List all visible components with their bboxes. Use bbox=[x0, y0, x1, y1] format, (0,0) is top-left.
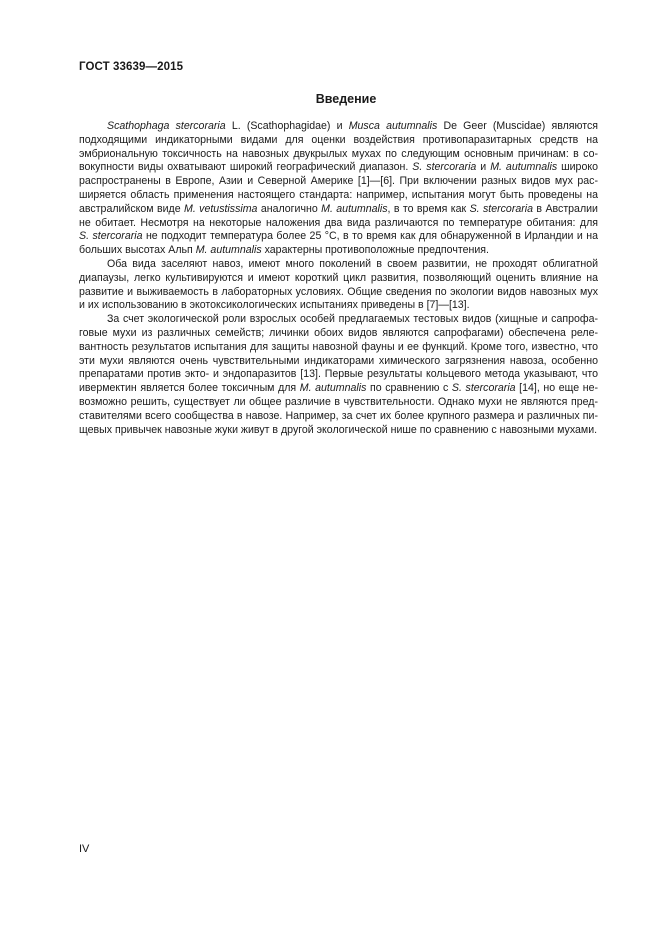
text-line: За счет экологической роли взрослых особей предлагаемых тестовых видов (хищные и сапрофа- bbox=[107, 313, 598, 326]
text-line: подходящими индикаторными видами для оценки воздействия противопаразитарных средств на bbox=[79, 133, 598, 146]
text-line: возможно решить, существует ли общее различие в чувствительности. Однако мухи не являются пред- bbox=[79, 395, 598, 408]
text-line: и их использованию в экотоксикологических испытаниях приведены в [7]—[13]. bbox=[79, 299, 470, 312]
text-line: ставителями всего сообщества в навозе. Например, за счет их более крупного размера и различных пи- bbox=[79, 409, 598, 422]
text-line: говые мухи из различных семейств; личинки обоих видов являются сапрофагами) обеспечена реле- bbox=[79, 326, 598, 339]
text-line: эти мухи являются очень чувствительными индикаторами химического загрязнения навоза, особенно bbox=[79, 354, 598, 367]
text-line: австралийском виде M. vetustissima аналогично M. autumnalis, в то время как S. stercoraria в Австралии bbox=[79, 202, 598, 215]
text-line: не обитает. Несмотря на некоторые наложения два вида различаются по температуре обитания: для bbox=[79, 216, 598, 229]
text-line: Scathophaga stercoraria L. (Scathophagidae) и Musca autumnalis De Geer (Muscidae) являются bbox=[107, 120, 598, 132]
introduction-body bbox=[79, 120, 598, 437]
text-line: вокупности виды охватывают широкий географический диапазон. S. stercoraria и M. autumnalis широко bbox=[79, 161, 598, 174]
text-line: Оба вида заселяют навоз, имеют много поколений в своем развитии, не проходят облигатной bbox=[107, 257, 598, 270]
paragraph bbox=[79, 120, 598, 258]
text-line: вантность результатов испытания для защиты навозной фауны и ее функций. Кроме того, известно, что bbox=[79, 340, 598, 353]
section-title: Введение bbox=[315, 92, 377, 106]
text-line: распространены в Европе, Азии и Северной Америке [1]—[6]. При включении разных видов мух рас- bbox=[79, 175, 598, 188]
paragraph bbox=[79, 313, 598, 437]
text-line: больших высотах Альп M. autumnalis характерны противоположные предпочтения. bbox=[79, 244, 489, 257]
paragraph bbox=[79, 258, 598, 313]
text-line: диапаузы, легко культивируются и имеют короткий цикл развития, позволяющий оценить влияние на bbox=[79, 271, 598, 284]
document-code-header: ГОСТ 33639—2015 bbox=[79, 61, 184, 73]
text-line: эмбриональную токсичность на навозных двукрылых мухах по следующим основным причинам: в со- bbox=[79, 147, 598, 160]
text-line: развитие и выживаемость в лабораторных условиях. Общие сведения по экологии видов навозных мух bbox=[79, 285, 598, 298]
page-number: IV bbox=[79, 843, 90, 855]
text-line: S. stercoraria не подходит температура более 25 °С, в то время как для обнаруженной в Ирландии и на bbox=[79, 230, 598, 243]
text-line: щевых привычек навозные жуки живут в другой экологической нише по сравнению с навозными мухами. bbox=[79, 423, 598, 436]
text-line: ширяется область применения настоящего стандарта: например, испытания могут быть проведены на bbox=[79, 188, 598, 201]
text-line: препаратами против экто- и эндопаразитов [13]. Первые результаты кольцевого метода указывают, что bbox=[79, 368, 598, 381]
text-line: ивермектин является более токсичным для M. autumnalis по сравнению с S. stercoraria [14], но еще не- bbox=[79, 382, 598, 395]
